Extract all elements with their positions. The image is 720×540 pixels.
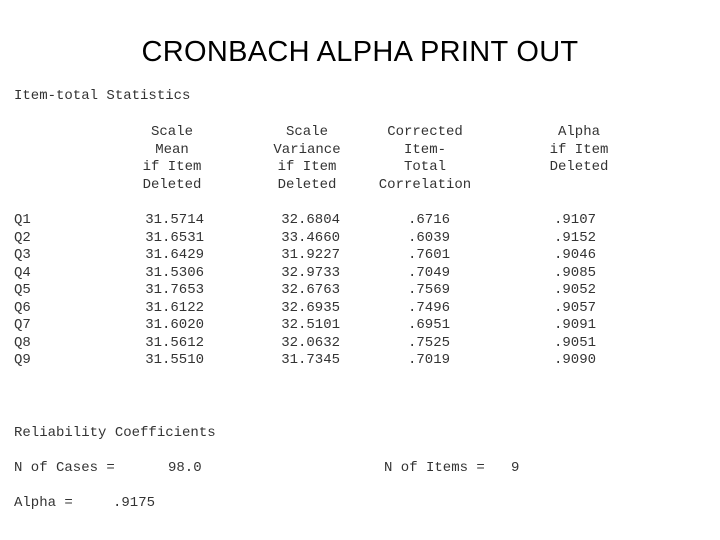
cell-variance: 31.9227 bbox=[281, 247, 340, 263]
header-mean-line-3: Deleted bbox=[142, 176, 202, 193]
cell-item: Q6 bbox=[14, 299, 31, 316]
header-mean-line-2: if Item bbox=[142, 159, 202, 175]
header-variance-line-2: if Item bbox=[277, 159, 337, 175]
cell-variance: 33.4660 bbox=[281, 229, 340, 246]
alpha-value: .9175 bbox=[113, 495, 156, 511]
cell-mean: 31.5612 bbox=[145, 334, 204, 351]
header-corr-line-2: Total bbox=[403, 159, 446, 175]
cell-alpha: .9107 bbox=[554, 212, 597, 228]
header-alpha-line-2: Deleted bbox=[549, 159, 609, 175]
cell-variance: 32.6763 bbox=[281, 282, 340, 298]
cell-variance: 32.0632 bbox=[281, 334, 340, 351]
cell-mean: 31.7653 bbox=[145, 282, 204, 298]
alpha-label: Alpha = bbox=[14, 495, 73, 511]
cell-alpha: .9091 bbox=[554, 317, 597, 333]
n-items-value: 9 bbox=[511, 460, 520, 476]
header-alpha-line-0: Alpha bbox=[557, 124, 600, 140]
n-cases-value: 98.0 bbox=[168, 460, 202, 476]
cell-corr: .7525 bbox=[408, 334, 451, 351]
cell-corr: .6039 bbox=[408, 229, 451, 246]
cell-variance: 32.9733 bbox=[281, 264, 340, 281]
cell-variance: 31.7345 bbox=[281, 352, 340, 368]
cell-item: Q9 bbox=[14, 352, 31, 368]
header-variance-line-3: Deleted bbox=[277, 176, 337, 193]
cell-mean: 31.5306 bbox=[145, 264, 204, 281]
cell-mean: 31.5510 bbox=[145, 352, 204, 368]
n-cases-label: N of Cases = bbox=[14, 460, 115, 476]
cell-mean: 31.6429 bbox=[145, 247, 204, 263]
cell-corr: .7019 bbox=[408, 352, 451, 368]
cell-item: Q1 bbox=[14, 212, 31, 228]
cell-alpha: .9085 bbox=[554, 264, 597, 281]
cell-item: Q3 bbox=[14, 247, 31, 263]
cell-item: Q8 bbox=[14, 334, 31, 351]
header-corr-line-0: Corrected bbox=[387, 124, 463, 140]
header-variance-line-1: Variance bbox=[273, 141, 341, 158]
cell-item: Q5 bbox=[14, 282, 31, 298]
header-variance-line-0: Scale bbox=[285, 124, 328, 140]
cell-mean: 31.6122 bbox=[145, 299, 204, 316]
cell-mean: 31.5714 bbox=[145, 212, 204, 228]
cell-item: Q4 bbox=[14, 264, 31, 281]
n-items-label: N of Items = bbox=[384, 460, 485, 476]
header-corr-line-3: Correlation bbox=[378, 176, 472, 193]
header-mean-line-0: Scale bbox=[150, 124, 193, 140]
cell-corr: .7049 bbox=[408, 264, 451, 281]
cell-corr: .7601 bbox=[408, 247, 451, 263]
cell-corr: .6716 bbox=[408, 212, 451, 228]
cell-alpha: .9046 bbox=[554, 247, 597, 263]
cell-mean: 31.6020 bbox=[145, 317, 204, 333]
cell-alpha: .9052 bbox=[554, 282, 597, 298]
cell-alpha: .9057 bbox=[554, 299, 597, 316]
cell-variance: 32.5101 bbox=[281, 317, 340, 333]
cell-alpha: .9051 bbox=[554, 334, 597, 351]
cell-alpha: .9152 bbox=[554, 229, 597, 246]
section-title: Item-total Statistics bbox=[14, 88, 191, 104]
cell-mean: 31.6531 bbox=[145, 229, 204, 246]
cell-corr: .7496 bbox=[408, 299, 451, 316]
cell-item: Q2 bbox=[14, 229, 31, 246]
cell-item: Q7 bbox=[14, 317, 31, 333]
reliability-title: Reliability Coefficients bbox=[14, 425, 216, 441]
slide-title: CRONBACH ALPHA PRINT OUT bbox=[141, 36, 579, 68]
cell-variance: 32.6935 bbox=[281, 299, 340, 316]
header-corr-line-1: Item- bbox=[403, 141, 446, 158]
cell-corr: .7569 bbox=[408, 282, 451, 298]
header-mean-line-1: Mean bbox=[155, 141, 189, 158]
cell-alpha: .9090 bbox=[554, 352, 597, 368]
cell-variance: 32.6804 bbox=[281, 212, 340, 228]
cell-corr: .6951 bbox=[408, 317, 451, 333]
header-alpha-line-1: if Item bbox=[549, 141, 609, 158]
